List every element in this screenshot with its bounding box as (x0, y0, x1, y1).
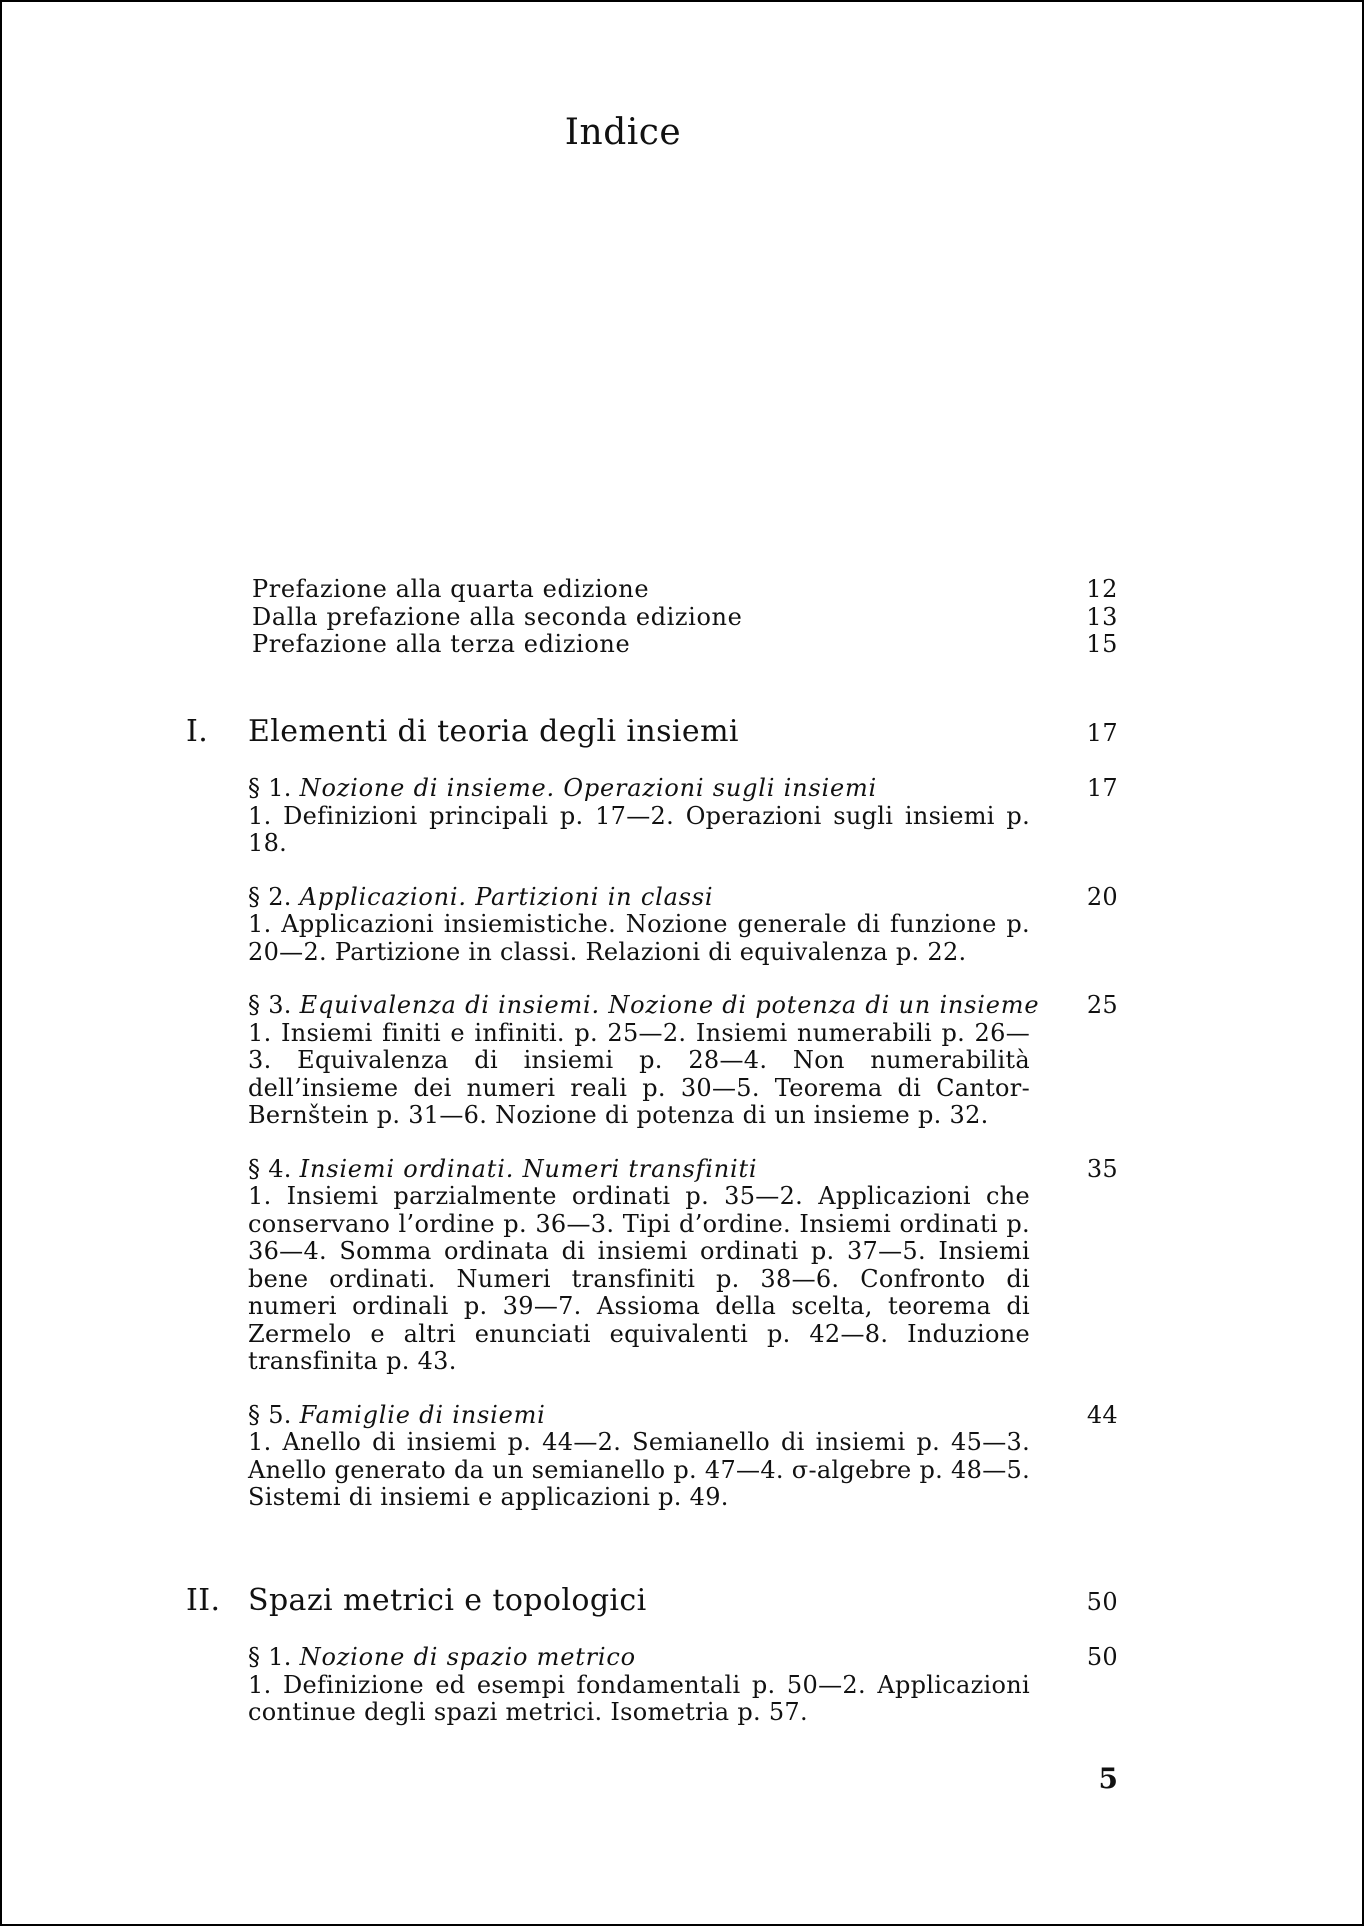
section-page: 50 (1086, 1643, 1118, 1671)
chapter-number: II. (186, 1583, 221, 1618)
section-mark: § 3. (248, 991, 292, 1019)
section-title: Famiglie di insiemi (299, 1400, 546, 1429)
preface-page: 12 (1086, 575, 1118, 603)
section-subtopics: 1. Applicazioni insiemistiche. Nozione generale di funzione p. 20—2. Partizione in classi. Relazioni di equivalenza p. 22. (248, 910, 1030, 966)
section-mark: § 1. (248, 1643, 292, 1671)
chapter-heading[interactable] (186, 1583, 1118, 1618)
preface-label: Dalla prefazione alla seconda edizione (252, 602, 743, 631)
section-subtopics: 1. Anello di insiemi p. 44—2. Semianello di insiemi p. 45—3. Anello generato da un semianello p. 47—4. σ-algebre p. 48—5. Sistemi di insiemi e applicazioni p. 49. (248, 1428, 1030, 1511)
section-3 (248, 992, 1118, 1130)
section-mark: § 4. (248, 1154, 292, 1183)
section-page: 17 (1086, 774, 1118, 802)
preface-page: 13 (1086, 602, 1118, 631)
section-5 (248, 1402, 1118, 1512)
section-title: Nozione di insieme. Operazioni sugli insiemi (299, 774, 878, 802)
preface-label: Prefazione alla quarta edizione (252, 575, 650, 603)
section-title: Insiemi ordinati. Numeri transfiniti (299, 1154, 758, 1183)
section-4 (248, 1156, 1118, 1376)
section-heading[interactable] (248, 884, 1118, 912)
section-page: 20 (1086, 882, 1118, 911)
preface-label: Prefazione alla terza edizione (252, 630, 631, 658)
section-page: 35 (1086, 1154, 1118, 1183)
preface-page: 15 (1086, 630, 1118, 658)
section-mark: § 5. (248, 1400, 292, 1429)
chapter-2 (186, 1583, 1118, 1727)
chapter-number: I. (186, 714, 209, 749)
section-page: 44 (1086, 1400, 1118, 1429)
section-subtopics: 1. Insiemi parzialmente ordinati p. 35—2. Applicazioni che conservano l’ordine p. 36—3. Tipi d’ordine. Insiemi ordinati p. 36—4. Somma ordinata di insiemi ordinati p. 37—5. Insiemi bene ordinati. Numeri transfiniti p. 38—6. Confronto di numeri ordinali p. 39—7. Assioma della scelta, teorema di Zermelo e altri enunciati equivalenti p. 42—8. Induzione transfinita p. 43. (248, 1182, 1030, 1375)
section-mark: § 2. (248, 882, 292, 911)
section-page: 25 (1086, 991, 1118, 1019)
section-heading[interactable] (248, 1402, 1118, 1430)
section-title: Nozione di spazio metrico (299, 1643, 636, 1671)
chapter-title: Elementi di teoria degli insiemi (248, 714, 739, 749)
page-number: 5 (1098, 1762, 1118, 1795)
section-title: Applicazioni. Partizioni in classi (299, 882, 714, 911)
chapter-heading[interactable] (186, 714, 1118, 749)
section-1 (248, 1644, 1118, 1727)
section-1 (248, 775, 1118, 858)
chapter-page: 50 (1086, 1588, 1118, 1616)
section-heading[interactable] (248, 775, 1118, 803)
section-subtopics: 1. Definizioni principali p. 17—2. Operazioni sugli insiemi p. 18. (248, 801, 1030, 857)
section-2 (248, 884, 1118, 967)
preface-list (252, 576, 1118, 659)
preface-entry[interactable] (252, 631, 1118, 659)
section-heading[interactable] (248, 1644, 1118, 1672)
page-title: Indice (564, 112, 682, 153)
section-title: Equivalenza di insiemi. Nozione di potenza di un insieme (299, 991, 1040, 1019)
section-heading[interactable] (248, 992, 1118, 1020)
section-mark: § 1. (248, 774, 292, 802)
chapter-page: 17 (1086, 719, 1118, 747)
chapter-title: Spazi metrici e topologici (248, 1583, 647, 1618)
section-subtopics: 1. Insiemi finiti e infiniti. p. 25—2. Insiemi numerabili p. 26—3. Equivalenza di insiemi p. 28—4. Non numerabilità dell’insieme dei numeri reali p. 30—5. Teorema di Cantor-Bernštein p. 31—6. Nozione di potenza di un insieme p. 32. (248, 1018, 1030, 1129)
section-heading[interactable] (248, 1156, 1118, 1184)
chapter-1 (186, 714, 1118, 1512)
section-subtopics: 1. Definizione ed esempi fondamentali p. 50—2. Applicazioni continue degli spazi metrici. Isometria p. 57. (248, 1670, 1030, 1726)
preface-entry[interactable] (252, 604, 1118, 632)
preface-entry[interactable] (252, 576, 1118, 604)
